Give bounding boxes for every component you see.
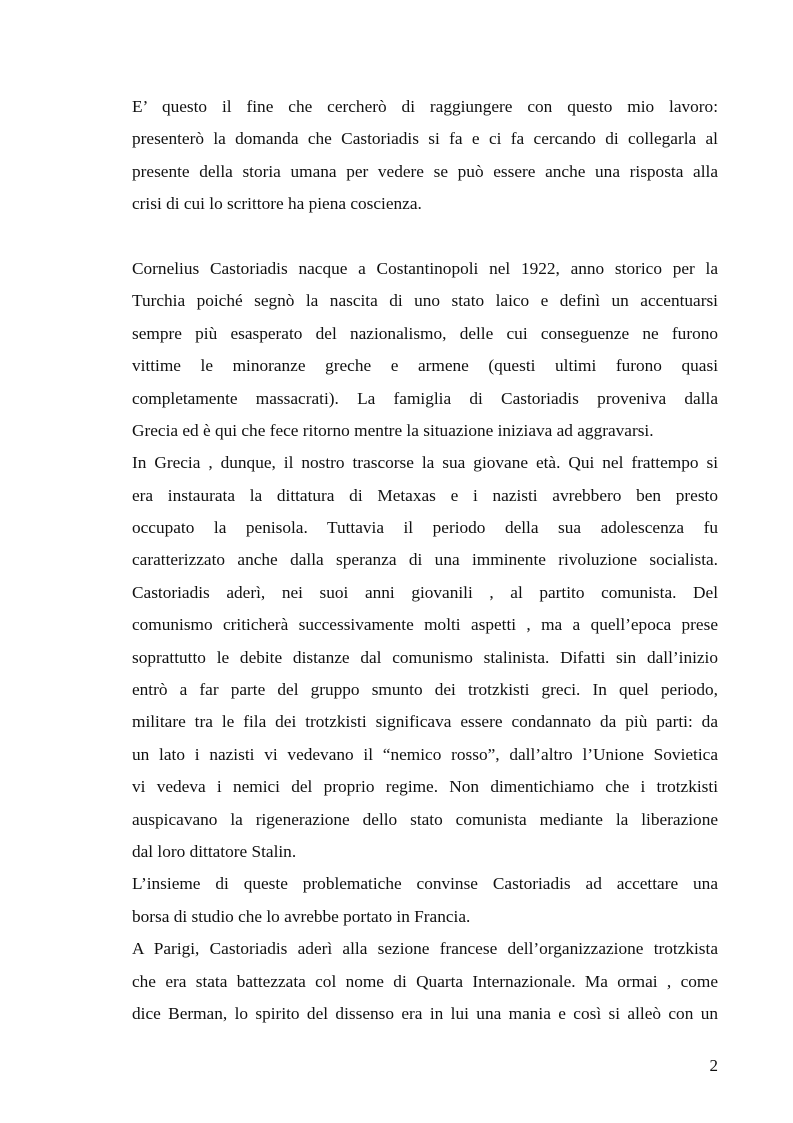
- text-line: che era stata battezzata col nome di Quarta Internazionale. Ma ormai , come: [132, 971, 718, 991]
- text-line: E’ questo il fine che cercherò di raggiungere con questo mio lavoro:: [132, 97, 718, 116]
- text-line: Castoriadis aderì, nei suoi anni giovanili , al partito comunista. Del: [132, 582, 718, 602]
- text-line: occupato la penisola. Tuttavia il periodo della sua adolescenza fu: [132, 518, 718, 538]
- text-line: caratterizzato anche dalla speranza di una imminente rivoluzione socialista.: [132, 550, 718, 570]
- paragraph-4: [132, 868, 718, 933]
- text-line: dal loro dittatore Stalin.: [132, 841, 297, 861]
- text-line: Turchia poiché segnò la nascita di uno stato laico e definì un accentuarsi: [132, 291, 718, 311]
- text-line: militare tra le fila dei trotzkisti significava essere condannato da più parti: da: [132, 712, 718, 732]
- text-line: entrò a far parte del gruppo smunto dei trotzkisti greci. In quel periodo,: [132, 680, 718, 700]
- text-line: borsa di studio che lo avrebbe portato in Francia.: [132, 906, 471, 926]
- paragraph-2: [132, 253, 718, 447]
- text-line: auspicavano la rigenerazione dello stato comunista mediante la liberazione: [132, 809, 718, 829]
- text-line: presente della storia umana per vedere se può essere anche una risposta alla: [132, 161, 718, 181]
- text-line: vittime le minoranze greche e armene (questi ultimi furono quasi: [132, 356, 718, 376]
- text-line: completamente massacrati). La famiglia di Castoriadis proveniva dalla: [132, 388, 718, 408]
- text-line: vi vedeva i nemici del proprio regime. Non dimentichiamo che i trotzkisti: [132, 777, 718, 797]
- text-line: crisi di cui lo scrittore ha piena coscienza.: [132, 194, 422, 214]
- text-line: comunismo criticherà successivamente molti aspetti , ma a quell’epoca prese: [132, 615, 718, 635]
- text-line: L’insieme di queste problematiche convinse Castoriadis ad accettare una: [132, 874, 718, 894]
- paragraph-gap: [132, 221, 718, 253]
- text-line: In Grecia , dunque, il nostro trascorse la sua giovane età. Qui nel frattempo si: [132, 453, 718, 473]
- text-line: un lato i nazisti vi vedevano il “nemico rosso”, dall’altro l’Unione Sovietica: [132, 744, 718, 764]
- text-line: sempre più esasperato del nazionalismo, delle cui conseguenze ne furono: [132, 323, 718, 343]
- text-line: Cornelius Castoriadis nacque a Costantinopoli nel 1922, anno storico per la: [132, 258, 718, 278]
- page-number: 2: [709, 1056, 718, 1075]
- text-line: Grecia ed è qui che fece ritorno mentre la situazione iniziava ad aggravarsi.: [132, 420, 654, 440]
- text-line: A Parigi, Castoriadis aderì alla sezione francese dell’organizzazione trotzkista: [132, 939, 718, 959]
- text-line: dice Berman, lo spirito del dissenso era in lui una mania e così si alleò con un: [132, 1003, 718, 1023]
- text-line: presenterò la domanda che Castoriadis si fa e ci fa cercando di collegarla al: [132, 129, 718, 149]
- text-line: soprattutto le debite distanze dal comunismo stalinista. Difatti sin dall’inizio: [132, 647, 718, 667]
- paragraph-5: [132, 933, 718, 1030]
- body-text: [132, 91, 718, 1030]
- paragraph-3: [132, 447, 718, 868]
- text-line: era instaurata la dittatura di Metaxas e i nazisti avrebbero ben presto: [132, 485, 718, 505]
- paragraph-1: [132, 91, 718, 221]
